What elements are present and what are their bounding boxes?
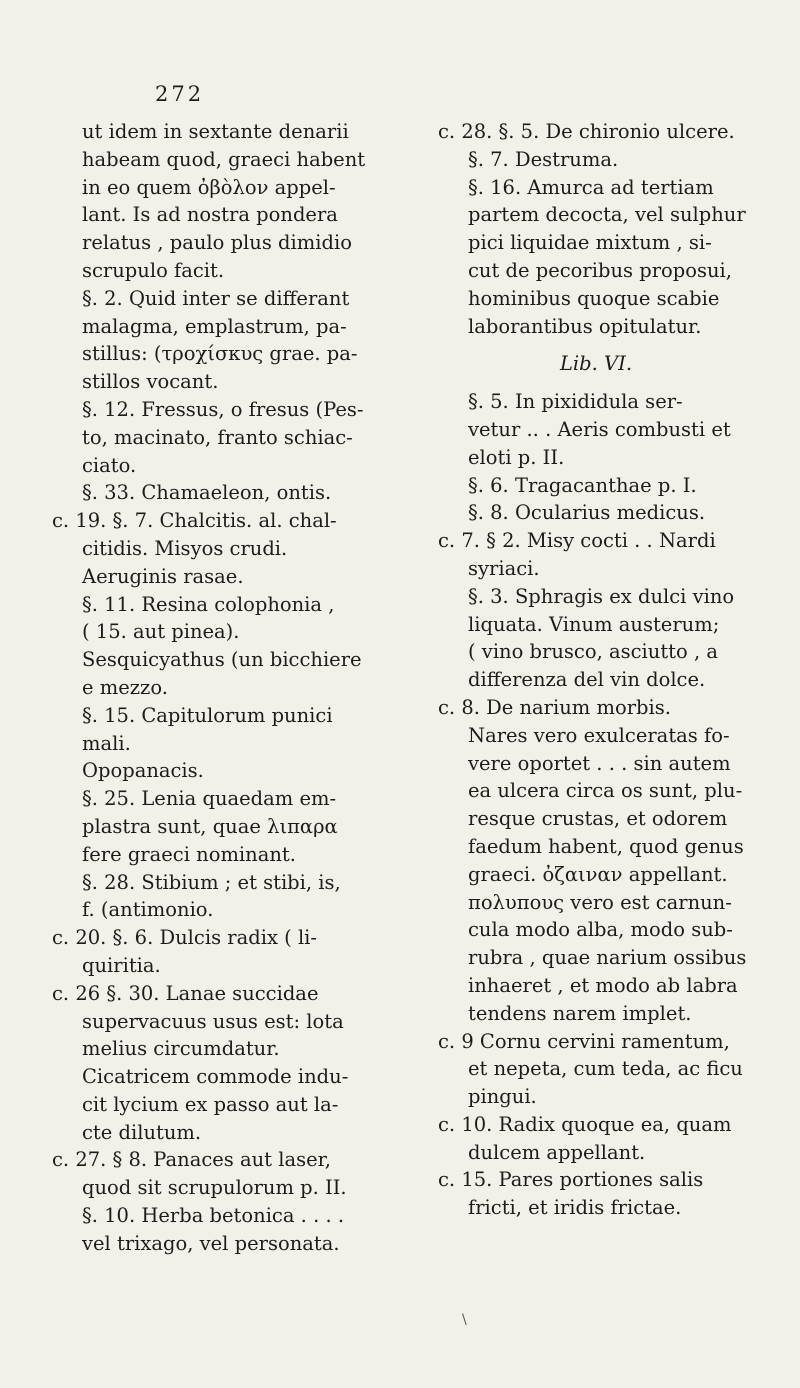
- text-line: graeci. ὀζαιναν appellant.: [468, 862, 728, 886]
- text-line: §. 33. Chamaeleon, ontis.: [82, 481, 332, 505]
- text-line: inhaeret , et modo ab labra: [468, 973, 738, 997]
- text-line: liquata. Vinum austerum;: [468, 612, 720, 636]
- text-line: c. 7. § 2. Misy cocti . . Nardi: [438, 529, 716, 553]
- text-line: eloti p. II.: [468, 445, 565, 469]
- text-line: plastra sunt, quae λιπαρα: [82, 814, 338, 838]
- text-line: c. 15. Pares portiones salis: [438, 1168, 704, 1192]
- text-line: §. 10. Herba betonica . . . .: [82, 1204, 345, 1228]
- text-line: ea ulcera circa os sunt, plu-: [468, 779, 743, 803]
- text-line: dulcem appellant.: [468, 1140, 646, 1164]
- text-line: pici liquidae mixtum , si-: [468, 231, 712, 255]
- text-line: Aeruginis rasae.: [82, 564, 244, 588]
- text-line: §. 12. Fressus, o fresus (Pes-: [82, 397, 364, 421]
- text-line: malagma, emplastrum, pa-: [82, 314, 347, 338]
- text-line: partem decocta, vel sulphur: [468, 203, 746, 227]
- text-line: fricti, et iridis frictae.: [468, 1196, 682, 1220]
- text-line: syriaci.: [468, 556, 540, 580]
- text-line: §. 6. Tragacanthae p. I.: [468, 473, 697, 497]
- right-column-bottom-block: [438, 388, 754, 1222]
- text-line: c. 19. §. 7. Chalcitis. al. chal-: [52, 509, 337, 533]
- text-line: fere graeci nominant.: [82, 842, 296, 866]
- text-line: habeam quod, graeci habent: [82, 147, 366, 171]
- text-line: resque crustas, et odorem: [468, 807, 728, 831]
- page-number: 272: [155, 82, 205, 106]
- text-line: cula modo alba, modo sub-: [468, 918, 733, 942]
- text-line: ciato.: [82, 453, 137, 477]
- text-line: f. (antimonio.: [82, 898, 214, 922]
- text-line: citidis. Misyos crudi.: [82, 536, 288, 560]
- text-line: Opopanacis.: [82, 759, 204, 783]
- text-line: cte dilutum.: [82, 1120, 202, 1144]
- text-line: c. 9 Cornu cervini ramentum,: [438, 1029, 730, 1053]
- text-line: et nepeta, cum teda, ac ficu: [468, 1057, 743, 1081]
- text-line: c. 26 §. 30. Lanae succidae: [52, 981, 319, 1005]
- text-line: Nares vero exulceratas fo-: [468, 723, 730, 747]
- text-line: §. 25. Lenia quaedam em-: [82, 787, 337, 811]
- text-line: §. 2. Quid inter se differant: [82, 286, 350, 310]
- text-line: supervacuus usus est: lota: [82, 1009, 344, 1033]
- text-line: cut de pecoribus proposui,: [468, 258, 732, 282]
- text-line: cit lycium ex passo aut la-: [82, 1092, 339, 1116]
- text-line: Sesquicyathus (un bicchiere: [82, 648, 362, 672]
- text-line: Cicatricem commode indu-: [82, 1065, 349, 1089]
- text-line: stillus: (τροχίσκυς grae. pa-: [82, 342, 358, 366]
- text-line: §. 8. Ocularius medicus.: [468, 501, 706, 525]
- text-line: ( 15. aut pinea).: [82, 620, 240, 644]
- text-line: relatus , paulo plus dimidio: [82, 231, 352, 255]
- text-line: pingui.: [468, 1085, 537, 1109]
- text-line: ut idem in sextante denarii: [82, 120, 349, 143]
- text-line: πολυπους vero est carnun-: [468, 890, 732, 914]
- text-line: vetur .. . Aeris combusti et: [468, 417, 731, 441]
- text-line: lant. Is ad nostra pondera: [82, 203, 338, 227]
- text-line: §. 7. Destruma.: [468, 147, 619, 171]
- text-line: c. 10. Radix quoque ea, quam: [438, 1112, 732, 1136]
- text-line: §. 5. In pixididula ser-: [468, 390, 683, 414]
- text-line: e mezzo.: [82, 675, 168, 699]
- book-heading: Lib. VI.: [559, 352, 633, 376]
- text-line: laborantibus opitulatur.: [468, 314, 702, 338]
- text-line: §. 11. Resina colophonia ,: [82, 592, 335, 616]
- text-line: c. 27. § 8. Panaces aut laser,: [52, 1148, 332, 1172]
- text-line: differenza del vin dolce.: [468, 668, 706, 692]
- footer-mark: \: [462, 1312, 467, 1328]
- left-column: [52, 118, 368, 1258]
- text-line: c. 28. §. 5. De chironio ulcere.: [438, 120, 735, 143]
- text-line: vel trixago, vel personata.: [82, 1231, 340, 1255]
- text-line: melius circumdatur.: [82, 1037, 280, 1061]
- text-line: tendens narem implet.: [468, 1001, 692, 1025]
- text-line: ( vino brusco, asciutto , a: [468, 640, 718, 664]
- text-line: §. 28. Stibium ; et stibi, is,: [82, 870, 341, 894]
- text-line: hominibus quoque scabie: [468, 286, 720, 310]
- text-line: rubra , quae narium ossibus: [468, 946, 747, 970]
- text-line: mali.: [82, 731, 131, 755]
- right-column-top-block: [438, 118, 754, 340]
- text-line: §. 3. Sphragis ex dulci vino: [468, 584, 735, 608]
- text-line: quod sit scrupulorum p. II.: [82, 1176, 347, 1200]
- text-line: faedum habent, quod genus: [468, 834, 744, 858]
- text-line: in eo quem ὀβὸλον appel-: [82, 175, 336, 199]
- text-line: stillos vocant.: [82, 370, 219, 394]
- text-line: to, macinato, franto schiac-: [82, 425, 353, 449]
- text-line: quiritia.: [82, 953, 161, 977]
- text-line: §. 16. Amurca ad tertiam: [468, 175, 714, 199]
- text-line: §. 15. Capitulorum punici: [82, 703, 333, 727]
- text-line: vere oportet . . . sin autem: [468, 751, 731, 775]
- text-line: scrupulo facit.: [82, 258, 225, 282]
- text-line: c. 8. De narium morbis.: [438, 695, 671, 719]
- text-line: c. 20. §. 6. Dulcis radix ( li-: [52, 926, 318, 950]
- right-column: [438, 118, 754, 1222]
